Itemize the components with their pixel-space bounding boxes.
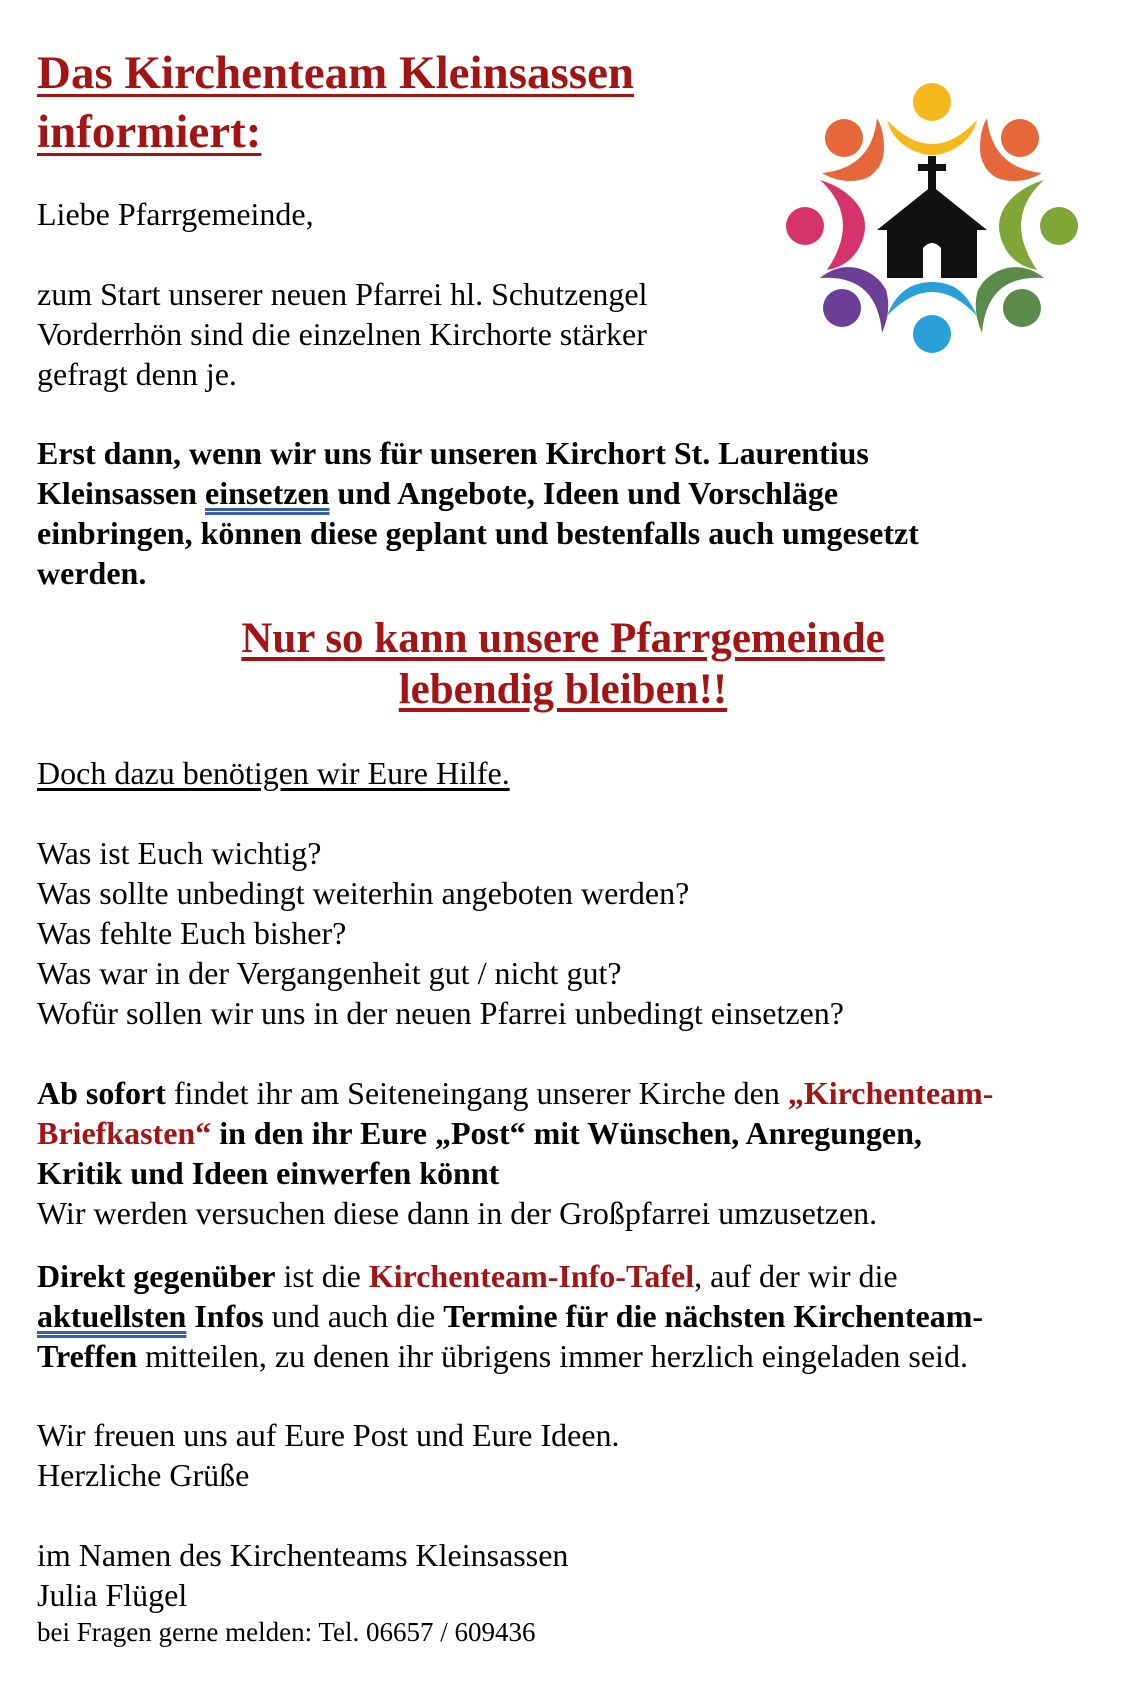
infotafel-label: Kirchenteam-Info-Tafel: [368, 1258, 695, 1294]
termine-label: Termine für die nächsten Kirchenteam-: [443, 1298, 984, 1334]
greeting: Liebe Pfarrgemeinde,: [37, 196, 314, 232]
infotafel-bold-text: Infos: [186, 1298, 264, 1334]
briefkasten-label-1: „Kirchenteam-: [787, 1075, 994, 1111]
infotafel-text: , auf der wir die: [694, 1258, 898, 1294]
highlight-heading: [0, 613, 1126, 715]
appeal-text: und Angebote, Ideen und Vorschläge: [329, 475, 839, 511]
infotafel-text: ist die: [275, 1258, 369, 1294]
contact-info: bei Fragen gerne melden: Tel. 06657 / 609436: [37, 1617, 536, 1647]
appeal-paragraph: [37, 433, 1097, 593]
intro-paragraph: [37, 274, 1097, 394]
aktuellsten-link[interactable]: aktuellsten: [37, 1298, 187, 1334]
signature-block: [37, 1535, 1097, 1649]
signature-line: im Namen des Kirchenteams Kleinsassen: [37, 1537, 569, 1573]
page-title: [37, 44, 634, 162]
treffen-label: Treffen: [37, 1338, 138, 1374]
infotafel-text: mitteilen, zu denen ihr übrigens immer herzlich eingeladen seid.: [137, 1338, 968, 1374]
intro-line-1: zum Start unserer neuen Pfarrei hl. Schutzengel: [37, 276, 648, 312]
appeal-line-2: [37, 473, 1097, 513]
question-item: Was sollte unbedingt weiterhin angeboten werden?: [37, 875, 690, 911]
mailbox-paragraph: [37, 1073, 1097, 1233]
mailbox-line-1: [37, 1073, 1097, 1113]
mailbox-line-3: Kritik und Ideen einwerfen könnt: [37, 1155, 500, 1191]
mailbox-line-4: Wir werden versuchen diese dann in der Großpfarrei umzusetzen.: [37, 1195, 878, 1231]
briefkasten-label-2: Briefkasten“: [37, 1115, 212, 1151]
appeal-line-3: einbringen, können diese geplant und bestenfalls auch umgesetzt: [37, 515, 919, 551]
appeal-text: Kleinsassen: [37, 475, 206, 511]
question-item: Was fehlte Euch bisher?: [37, 915, 347, 951]
infotafel-bold-start: Direkt gegenüber: [37, 1258, 276, 1294]
infotafel-line-3: [37, 1336, 1097, 1376]
closing-paragraph: [37, 1415, 1097, 1495]
signature-name: Julia Flügel: [37, 1577, 188, 1613]
question-item: Wofür sollen wir uns in der neuen Pfarrei unbedingt einsetzen?: [37, 995, 844, 1031]
intro-line-3: gefragt denn je.: [37, 356, 237, 392]
infotafel-text: und auch die: [263, 1298, 444, 1334]
closing-line-1: Wir freuen uns auf Eure Post und Eure Ideen.: [37, 1417, 620, 1453]
highlight-line-2: lebendig bleiben!!: [398, 666, 728, 713]
mailbox-bold-text: in den ihr Eure „Post“ mit Wünschen, Anregungen,: [211, 1115, 922, 1151]
infotafel-paragraph: [37, 1256, 1097, 1376]
question-item: Was war in der Vergangenheit gut / nicht gut?: [37, 955, 622, 991]
title-line-1: Das Kirchenteam Kleinsassen: [37, 47, 635, 99]
title-line-2: informiert:: [37, 106, 262, 158]
question-item: Was ist Euch wichtig?: [37, 835, 322, 871]
appeal-line-1: Erst dann, wenn wir uns für unseren Kirchort St. Laurentius: [37, 435, 869, 471]
mailbox-line-2: [37, 1113, 1097, 1153]
einsetzen-link[interactable]: einsetzen: [205, 475, 330, 511]
appeal-line-4: werden.: [37, 555, 147, 591]
help-heading: Doch dazu benötigen wir Eure Hilfe.: [37, 755, 510, 791]
intro-line-2: Vorderrhön sind die einzelnen Kirchorte stärker: [37, 316, 647, 352]
infotafel-line-2: [37, 1296, 1097, 1336]
mailbox-text: findet ihr am Seiteneingang unserer Kirche den: [165, 1075, 788, 1111]
mailbox-bold-start: Ab sofort: [37, 1075, 166, 1111]
highlight-line-1: Nur so kann unsere Pfarrgemeinde: [241, 615, 885, 662]
questions-list: [37, 833, 1097, 1033]
infotafel-line-1: [37, 1256, 1097, 1296]
closing-line-2: Herzliche Grüße: [37, 1457, 250, 1493]
